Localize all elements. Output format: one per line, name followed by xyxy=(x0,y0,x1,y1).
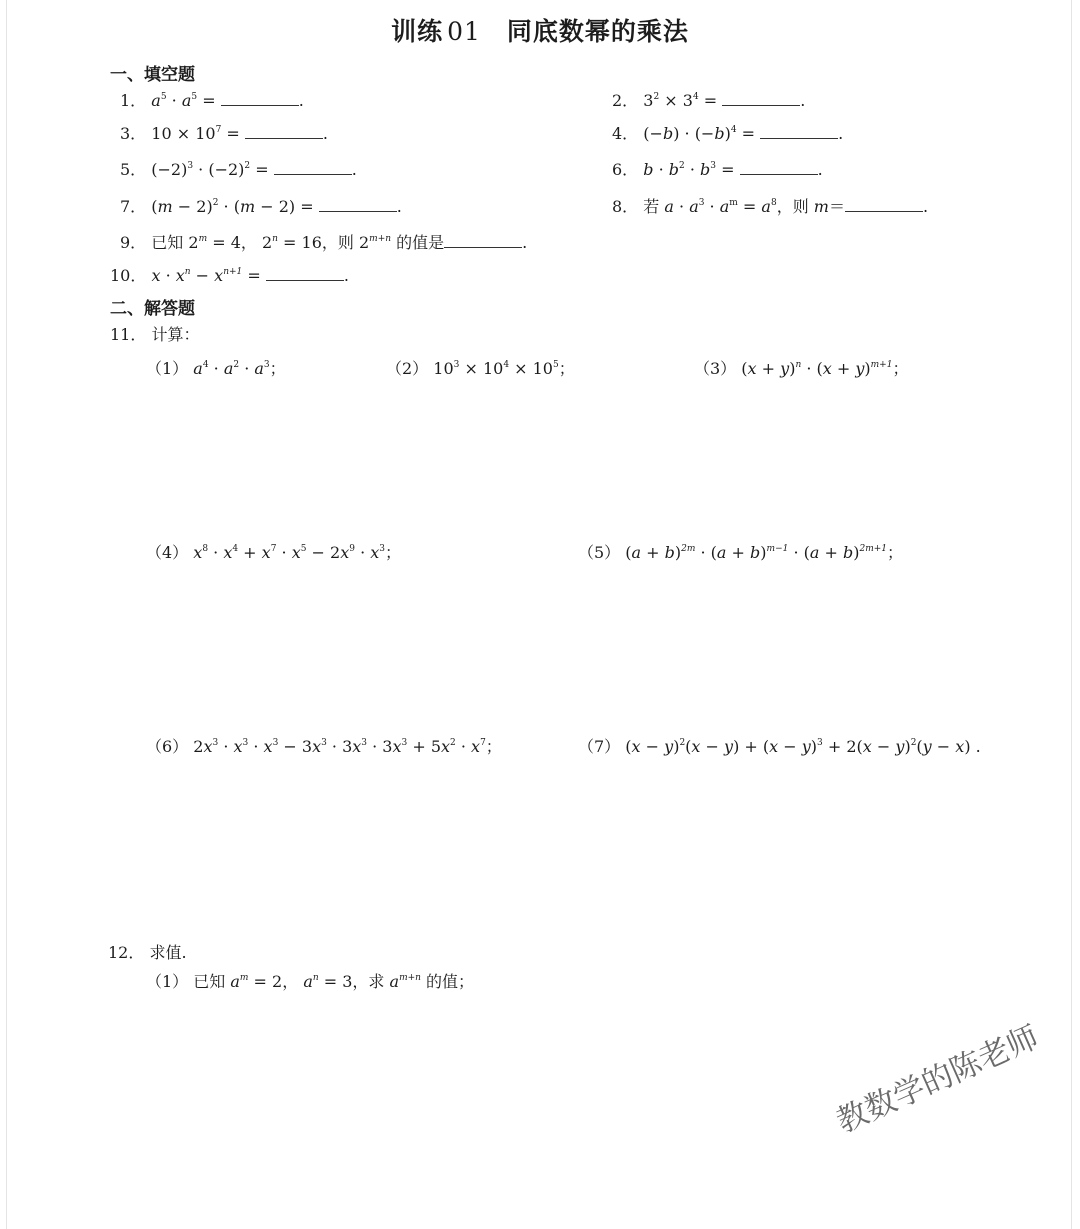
title-number: 01 xyxy=(447,17,481,46)
question-1: 1． $a^5 \cdot a^5$ = . xyxy=(120,91,304,110)
question-4: 4． $(-b) \cdot (-b)^4$ = . xyxy=(612,124,844,143)
answer-blank[interactable] xyxy=(740,160,818,175)
answer-blank[interactable] xyxy=(245,124,323,139)
question-3: 3． $10 \times 10^7$ = . xyxy=(120,124,328,143)
subquestion-11-2: （2） $10^3 \times 10^4 \times 10^5$； xyxy=(386,359,575,378)
question-5: 5． $(-2)^3 \cdot (-2)^2$ = . xyxy=(120,160,357,179)
subquestion-11-5: （5） $(a + b)^{2m} \cdot (a + b)^{m-1} \cdot (a + b)^{2m+1}$； xyxy=(578,543,904,562)
page-border xyxy=(6,0,1072,1229)
watermark: 教数学的陈老师 xyxy=(831,1019,1045,1141)
answer-blank[interactable] xyxy=(319,197,397,212)
subquestion-11-3: （3） $(x + y)^n \cdot (x + y)^{m+1}$； xyxy=(694,359,909,378)
section-fill-in: 一、填空题 xyxy=(110,65,195,85)
question-10: 10． $x \cdot x^n - x^{n+1}$ = . xyxy=(110,266,349,285)
question-6: 6． $b \cdot b^2 \cdot b^3$ = . xyxy=(612,160,823,179)
section-answer: 二、解答题 xyxy=(110,299,195,319)
question-12: 12． 求值. xyxy=(108,943,187,962)
question-2: 2． $3^2 \times 3^4$ = . xyxy=(612,91,806,110)
answer-blank[interactable] xyxy=(760,124,838,139)
answer-blank[interactable] xyxy=(444,233,522,248)
question-7: 7． $(m - 2)^2 \cdot (m - 2)$ = . xyxy=(120,197,402,216)
answer-blank[interactable] xyxy=(221,91,299,106)
answer-blank[interactable] xyxy=(274,160,352,175)
page-title xyxy=(0,12,1080,48)
subquestion-11-4: （4） $x^8 \cdot x^4 + x^7 \cdot x^5 - 2x^9 \cdot x^3$； xyxy=(146,543,402,562)
question-8: 8． 若 $a \cdot a^3 \cdot a^m = a^8$，则 m＝ . xyxy=(612,197,929,216)
answer-blank[interactable] xyxy=(266,266,344,281)
answer-blank[interactable] xyxy=(845,197,923,212)
subquestion-11-6: （6） $2x^3 \cdot x^3 \cdot x^3 - 3x^3 \cdot 3x^3 \cdot 3x^3 + 5x^2 \cdot x^7$； xyxy=(146,737,502,756)
answer-blank[interactable] xyxy=(722,91,800,106)
title-prefix: 训练 xyxy=(391,17,444,46)
question-11: 11． 计算： xyxy=(110,325,200,344)
subquestion-11-7: （7） $(x - y)^2(x - y) + (x - y)^3 + 2(x - y)^2(y - x)$ . xyxy=(578,737,981,756)
title-topic: 同底数幂的乘法 xyxy=(506,17,689,46)
subquestion-12-1: （1） 已知 $a^m = 2$， $a^n = 3$，求 $a^{m+n}$ 的值； xyxy=(146,972,475,991)
question-9: 9． 已知 $2^m = 4$， $2^n = 16$，则 $2^{m+n}$ 的值是 . xyxy=(120,233,528,252)
subquestion-11-1: （1） $a^4 \cdot a^2 \cdot a^3$； xyxy=(146,359,286,378)
